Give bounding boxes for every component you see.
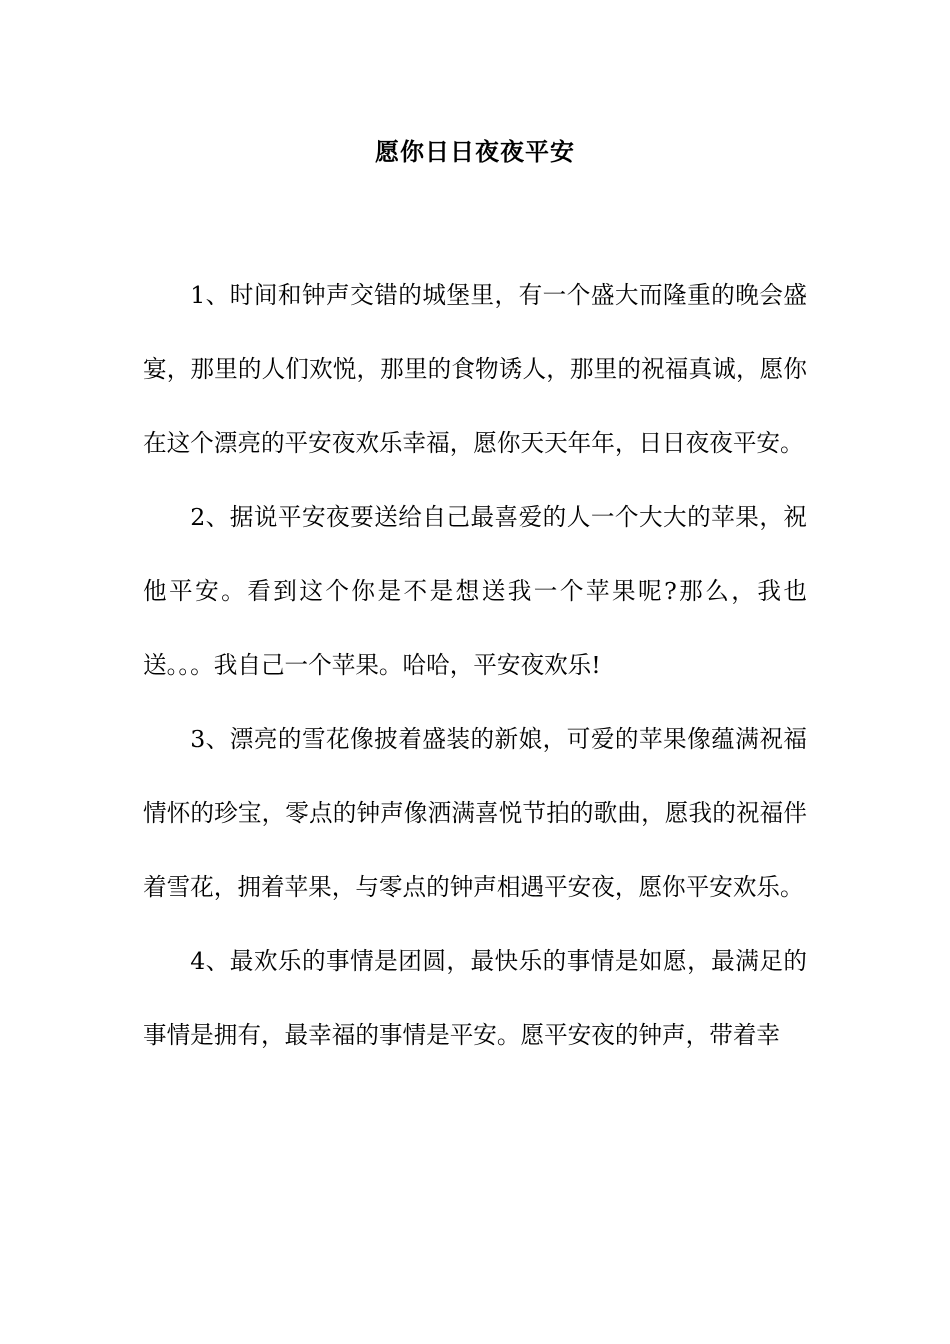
paragraph-1: 1、时间和钟声交错的城堡里，有一个盛大而隆重的晚会盛宴，那里的人们欢悦，那里的食物诱人，那里的祝福真诚，愿你在这个漂亮的平安夜欢乐幸福，愿你天天年年，日日夜夜平安。	[143, 281, 807, 457]
document-body	[143, 258, 807, 1072]
paragraph-2: 2、据说平安夜要送给自己最喜爱的人一个大大的苹果，祝他平安。看到这个你是不是想送我一个苹果呢?那么，我也送。。。我自己一个苹果。哈哈，平安夜欢乐!	[143, 503, 807, 679]
paragraph-4: 4、最欢乐的事情是团圆，最快乐的事情是如愿，最满足的事情是拥有，最幸福的事情是平安。愿平安夜的钟声，带着幸	[143, 947, 807, 1049]
document-title: 愿你日日夜夜平安	[375, 138, 575, 166]
paragraph-3: 3、漂亮的雪花像披着盛装的新娘，可爱的苹果像蕴满祝福情怀的珍宝，零点的钟声像洒满喜悦节拍的歌曲，愿我的祝福伴着雪花，拥着苹果，与零点的钟声相遇平安夜，愿你平安欢乐。	[143, 725, 807, 901]
